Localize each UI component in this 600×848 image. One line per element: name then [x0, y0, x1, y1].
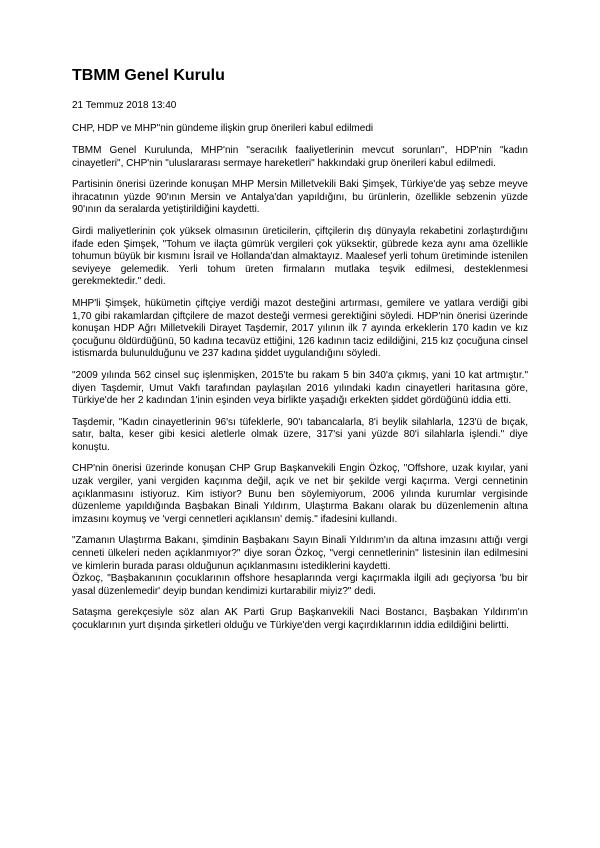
paragraph-3: Girdi maliyetlerinin çok yüksek olmasının üreticilerin, çiftçilerin dış dünyayla rekabetini zorlaştırdığını ifade eden Şimşek, "Tohum ve ilaçta gümrük vergileri çok yüksektir, gübrede keza aynı ama özellikle tohumun büyük bir kısmını İsrail ve Hollanda'dan almaktayız. Maalesef yerli tohum üretiminde istenilen seviyeye gelemedik. Yerli tohum üreten firmaların mutlaka teşvik edilmesi, desteklenmesi gerekmektedir." dedi.: [72, 225, 528, 288]
paragraph-9: Özkoç, "Başbakanının çocuklarının offshore hesaplarında vergi kaçırmakla ilgili adı geçiyorsa 'bu bir yasal düzenlemedir' deyip bundan kendimizi kurtarabilir miyiz?" dedi.: [72, 573, 528, 597]
paragraph-7: CHP'nin önerisi üzerinde konuşan CHP Grup Başkanvekili Engin Özkoç, "Offshore, uzak kıyılar, yani uzak vergiler, yani vergiden kaçınma değil, açık ve net bir şekilde vergi kaçırma. Vergi cennetinin açıklanmasını istiyoruz. Kim istiyor? Bunu ben söylemiyorum, 2006 yılında kurumlar vergisinde düzenleme yapıldığında Başbakan Binali Yıldırım, Ulaştırma Bakanı olarak bu düzenlemenin altına imzasını koymuş ve 'vergi cennetleri açıklansın' demiş." ifadesini kullandı.: [72, 463, 528, 525]
document-subtitle: CHP, HDP ve MHP"nin gündeme ilişkin grup önerileri kabul edilmedi: [72, 123, 374, 134]
paragraph-2: Partisinin önerisi üzerinde konuşan MHP Mersin Milletvekili Baki Şimşek, Türkiye'de yaş sebze meyve ihracatının yüzde 90'ının Mersin ve Antalya'dan yapıldığını, bu ürünlerin, özellikle sebzenin yüzde 90'ının da seralarda yetiştirildiğini kaydetti.: [72, 179, 528, 216]
paragraph-10: Sataşma gerekçesiyle söz alan AK Parti Grup Başkanvekili Naci Bostancı, Başbakan Yıldırım'ın çocuklarının yurt dışında şirketleri olduğu ve Türkiye'den vergi kaçırdıklarının iddia edildiğini belirtti.: [72, 607, 528, 631]
document-page: [72, 66, 528, 642]
paragraph-8: "Zamanın Ulaştırma Bakanı, şimdinin Başbakanı Sayın Binali Yıldırım'ın da altına imzasını attığı vergi cenneti ülkeleri neden açıklanmıyor?" diye soran Özkoç, "vergi cennetlerinin" listesinin ilan edilmesini ve kimlerin burada parası olduğunun açıklanmasını istediklerini kaydetti.: [72, 535, 528, 572]
paragraph-5: "2009 yılında 562 cinsel suç işlenmişken, 2015'te bu rakam 5 bin 340'a çıkmış, yani 10 kat artmıştır." diyen Taşdemir, Umut Vakfı tarafından paylaşılan 2016 yılındaki kadın cinayetleri haritasına göre, Türkiye'de her 2 kadından 1'inin eşinden veya birlikte yaşadığı erkekten şiddet gördüğünü iddia etti.: [72, 369, 528, 407]
paragraph-6: Taşdemir, "Kadın cinayetlerinin 96'sı tüfeklerle, 90'ı tabancalarla, 8'i beylik silahlarla, 123'ü de bıçak, satır, balta, keser gibi kesici aletlerle olmak üzere, 317'si yani yüzde 80'i silahlarla işlendi." diye konuştu.: [72, 416, 528, 453]
document-title: TBMM Genel Kurulu: [72, 67, 225, 84]
document-date: 21 Temmuz 2018 13:40: [72, 100, 177, 111]
paragraph-1: TBMM Genel Kurulunda, MHP'nin "seracılık faaliyetlerinin mevcut sorunları", HDP'nin "kadın cinayetleri", CHP'nin "uluslararası sermaye hareketleri" hakkındaki grup önerileri kabul edilmedi.: [72, 145, 528, 169]
paragraph-4: MHP'li Şimşek, hükümetin çiftçiye verdiği mazot desteğini artırması, gemilere ve yatlara verdiği gibi 1,70 gibi rakamlardan çiftçilere de mazot desteği vermesi gerektiğini söyledi. HDP'nin önerisi üzerinde konuşan HDP Ağrı Milletvekili Dirayet Taşdemir, 2017 yılının ilk 7 ayında erkeklerin 170 kadın ve kız çocuğunu öldürdüğünü, 50 kadına tecavüz ettiğini, 126 kadının taciz edildiğini, 215 kız çocuğuna cinsel istismarda bulunulduğunu ve 237 kadına şiddet uygulandığını söyledi.: [72, 297, 528, 360]
